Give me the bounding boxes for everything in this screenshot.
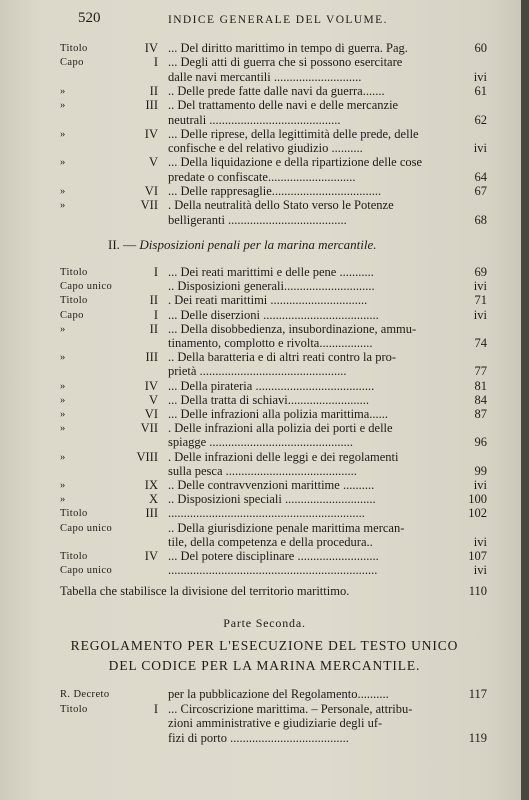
index-entry (0, 323, 529, 336)
index-entry (0, 185, 529, 198)
entry-page: 117 (468, 687, 487, 701)
entry-text: ... Della liquidazione e della ripartizione delle cose (168, 155, 423, 170)
index-entry (0, 465, 529, 478)
entry-text: ... Della disobbedienza, insubordinazione, ammu- (168, 321, 417, 336)
entry-label: Capo unico (60, 522, 113, 534)
entry-page: ivi (473, 141, 487, 156)
entry-page: 102 (468, 506, 487, 521)
entry-text: tile, della competenza e della procedura.. (168, 534, 373, 549)
entry-text: tinamento, complotto e rivolta................. (168, 336, 373, 350)
entry-label: Titolo (60, 295, 88, 307)
entry-label: » (60, 409, 66, 420)
entry-page: 100 (468, 492, 487, 507)
entry-page: 99 (474, 463, 487, 478)
entry-label: Capo unico (60, 565, 113, 577)
entry-text: .. Disposizioni speciali ............................. (168, 492, 376, 507)
entry-label: » (60, 494, 66, 506)
index-entry (0, 380, 529, 393)
entry-roman: IX (144, 478, 158, 492)
index-entry-tabella (0, 585, 529, 598)
index-entry (0, 99, 529, 112)
index-entry (0, 294, 529, 307)
entry-page: 71 (474, 293, 487, 308)
index-entry (0, 156, 529, 169)
entry-text: .. Della giurisdizione penale marittima mercan- (168, 520, 405, 535)
index-entry (0, 436, 529, 449)
section-title: Disposizioni penali per la marina mercantile. (139, 237, 377, 252)
entry-page: 77 (474, 364, 487, 379)
entry-text: ... Del diritto marittimo in tempo di guerra. Pag. (168, 41, 408, 55)
regolamento-title-line-2: DEL CODICE PER LA MARINA MERCANTILE. (108, 658, 421, 673)
entry-label: R. Decreto (60, 689, 110, 700)
entry-page: 64 (474, 169, 487, 184)
entry-label: Titolo (60, 703, 88, 715)
entry-label: Capo (60, 309, 84, 321)
entry-text: .. Delle contravvenzioni marittime .......... (168, 478, 375, 492)
entry-page: 68 (474, 212, 487, 227)
entry-text: . Della neutralità dello Stato verso le Potenze (168, 198, 394, 213)
index-entry (0, 171, 529, 184)
entry-label: » (60, 380, 66, 392)
entry-text: ... Del potere disciplinare .......................... (168, 549, 379, 563)
entry-page: ivi (473, 69, 487, 84)
entry-text: ... Dei reati marittimi e delle pene ........... (168, 265, 374, 279)
entry-page: 62 (474, 112, 487, 127)
entry-roman: IV (144, 126, 158, 141)
entry-page: 60 (474, 41, 487, 55)
entry-roman: VIII (136, 449, 158, 464)
index-entry (0, 128, 529, 141)
index-entry (0, 688, 529, 701)
index-entry (0, 536, 529, 549)
entry-roman: I (153, 701, 158, 716)
index-entry (0, 451, 529, 464)
page-number: 520 (78, 10, 101, 26)
index-entry (0, 394, 529, 407)
entry-text: ... Della tratta di schiavi.......................... (168, 392, 370, 407)
index-entry (0, 42, 529, 55)
entry-page: 119 (468, 730, 487, 745)
entry-label: Capo (60, 57, 84, 69)
index-entry (0, 717, 529, 730)
entry-roman: V (148, 392, 158, 407)
entry-roman: II (149, 293, 158, 308)
entry-page: ivi (473, 478, 487, 492)
entry-label: Titolo (60, 508, 88, 520)
entry-roman: IV (144, 549, 158, 563)
entry-text: ... Delle rappresaglie................................... (168, 184, 382, 198)
entry-roman: X (148, 492, 158, 507)
entry-text: ... Circoscrizione marittima. – Personale, attribu- (168, 701, 413, 716)
entry-page: 84 (474, 392, 487, 407)
entry-label: » (60, 85, 66, 97)
entry-label: » (60, 157, 66, 169)
entry-text: confische e del relativo giudizio .......... (168, 141, 363, 156)
entry-text: predate o confiscate............................ (168, 169, 356, 184)
entry-roman: III (145, 506, 158, 521)
index-entry (0, 564, 529, 577)
index-entry (0, 408, 529, 421)
index-entry (0, 522, 529, 535)
entry-text: neutrali .......................................... (168, 112, 341, 127)
entry-text: ... Della pirateria ...................................... (168, 378, 375, 393)
entry-text: per la pubblicazione del Regolamento.......... (168, 687, 389, 701)
entry-text: Tabella che stabilisce la divisione del territorio marittimo. (60, 584, 350, 598)
entry-text: .. Del trattamento delle navi e delle mercanzie (168, 98, 399, 113)
entry-page: ivi (473, 307, 487, 322)
index-entry (0, 71, 529, 84)
entry-label: » (60, 451, 66, 463)
entry-label: » (60, 352, 66, 364)
entry-text: . Delle infrazioni alla polizia dei porti e delle (168, 421, 393, 436)
entry-label: » (60, 480, 66, 491)
entry-text: ............................................................... (168, 506, 365, 521)
index-entry (0, 550, 529, 563)
entry-roman: II (149, 321, 158, 336)
entry-text: zioni amministrative e giudiziarie degli uf- (168, 716, 383, 730)
entry-roman: II (149, 83, 158, 98)
entry-page: 67 (474, 184, 487, 198)
entry-text: . Dei reati marittimi ............................... (168, 293, 368, 308)
page-header-title: INDICE GENERALE DEL VOLUME. (168, 14, 388, 26)
entry-text: .. Disposizioni generali............................. (168, 279, 375, 294)
entry-page: 61 (474, 83, 487, 98)
index-entry (0, 309, 529, 322)
entry-text: belligeranti ...................................... (168, 212, 347, 227)
entry-label: » (60, 128, 66, 140)
index-entry (0, 507, 529, 520)
index-entry (0, 351, 529, 364)
entry-page: ivi (473, 279, 487, 294)
section-number: II. — (108, 237, 137, 252)
entry-page: 96 (474, 435, 487, 450)
entry-label: » (60, 323, 66, 335)
entry-label: » (60, 423, 66, 435)
index-entry (0, 114, 529, 127)
index-entry (0, 703, 529, 716)
entry-label: Titolo (60, 267, 88, 278)
entry-text: ... Delle infrazioni alla polizia marittima...... (168, 407, 389, 421)
entry-label: » (60, 200, 66, 212)
index-entry (0, 479, 529, 492)
entry-label: Titolo (60, 551, 88, 562)
entry-label: » (60, 100, 66, 112)
entry-roman: I (153, 55, 158, 70)
entry-roman: I (153, 307, 158, 322)
entry-roman: VI (144, 407, 158, 421)
section-heading-ii (108, 237, 377, 253)
entry-label: » (60, 186, 66, 197)
index-entry (0, 337, 529, 350)
entry-roman: V (148, 155, 158, 170)
entry-page: ivi (473, 563, 487, 578)
entry-page: 110 (468, 584, 487, 598)
entry-page: 69 (474, 265, 487, 279)
entry-text: ................................................................... (168, 563, 378, 578)
index-entry (0, 56, 529, 69)
entry-text: sulla pesca .......................................... (168, 463, 357, 478)
index-entry (0, 732, 529, 745)
index-entry (0, 422, 529, 435)
entry-page: ivi (473, 534, 487, 549)
entry-roman: IV (144, 378, 158, 393)
entry-page: 87 (474, 407, 487, 421)
entry-roman: III (145, 350, 158, 365)
entry-roman: VII (140, 198, 158, 213)
index-entry (0, 199, 529, 212)
entry-roman: VII (140, 421, 158, 436)
index-entry (0, 85, 529, 98)
entry-label: » (60, 394, 66, 406)
entry-text: prietà ............................................... (168, 364, 347, 379)
entry-text: spiagge .............................................. (168, 435, 354, 450)
regolamento-title-line-1: REGOLAMENTO PER L'ESECUZIONE DEL TESTO UNICO (70, 638, 459, 653)
entry-text: .. Della baratteria e di altri reati contro la pro- (168, 350, 397, 365)
entry-roman: III (145, 98, 158, 113)
index-entry (0, 214, 529, 227)
entry-page: 81 (474, 378, 487, 393)
entry-text: ... Degli atti di guerra che si possono esercitare (168, 55, 403, 70)
parte-seconda-heading: Parte Seconda. (223, 616, 306, 630)
entry-roman: I (153, 265, 158, 279)
index-entry (0, 142, 529, 155)
entry-page: 107 (468, 549, 487, 563)
entry-text: ... Delle riprese, della legittimità delle prede, delle (168, 126, 419, 141)
entry-text: dalle navi mercantili ............................ (168, 69, 362, 84)
entry-roman: VI (144, 184, 158, 198)
entry-label: Titolo (60, 43, 88, 54)
index-entry (0, 493, 529, 506)
entry-text: fizi di porto ...................................... (168, 730, 349, 745)
entry-text: . Delle infrazioni delle leggi e dei regolamenti (168, 449, 399, 464)
index-entry (0, 365, 529, 378)
entry-text: .. Delle prede fatte dalle navi da guerra....... (168, 83, 385, 98)
entry-text: ... Delle diserzioni ..................................... (168, 307, 379, 322)
entry-page: 74 (474, 336, 487, 350)
index-entry (0, 280, 529, 293)
entry-roman: IV (144, 41, 158, 55)
entry-label: Capo unico (60, 281, 113, 293)
index-entry (0, 266, 529, 279)
